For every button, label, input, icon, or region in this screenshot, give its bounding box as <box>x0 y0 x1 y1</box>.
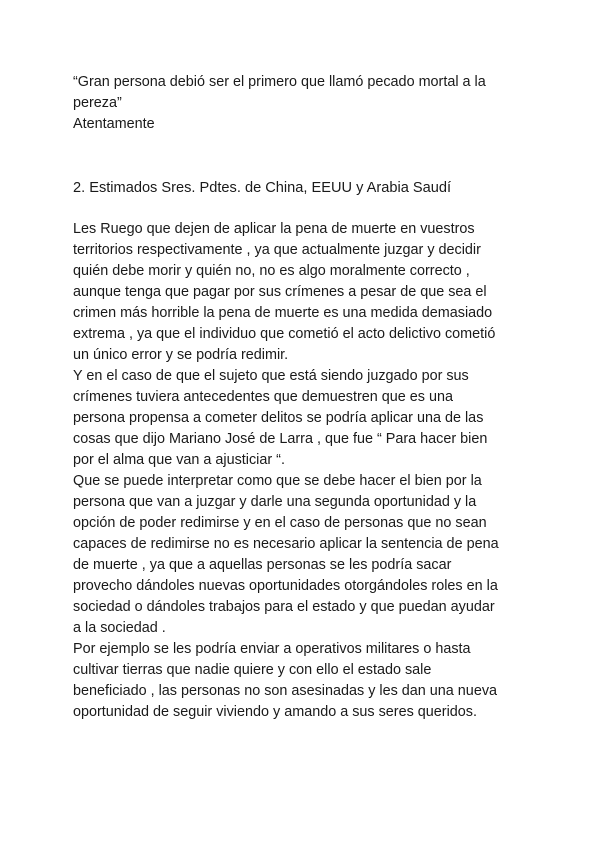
body-line: sociedad o dándoles trabajos para el estado y que puedan ayudar <box>73 599 495 615</box>
section-heading: 2. Estimados Sres. Pdtes. de China, EEUU y Arabia Saudí <box>73 180 452 196</box>
quote-line: pereza” <box>73 95 122 111</box>
body-line: beneficiado , las personas no son asesinadas y les dan una nueva <box>73 683 498 699</box>
body-line: quién debe morir y quién no, no es algo moralmente correcto , <box>73 263 470 279</box>
body-line: cultivar tierras que nadie quiere y con ello el estado sale <box>73 662 432 678</box>
body-line: provecho dándoles nuevas oportunidades otorgándoles roles en la <box>73 578 498 594</box>
quote-line: “Gran persona debió ser el primero que llamó pecado mortal a la <box>73 74 486 90</box>
body-line: a la sociedad . <box>73 620 166 636</box>
body-line: Por ejemplo se les podría enviar a operativos militares o hasta <box>73 641 471 657</box>
body-line: persona que van a juzgar y darle una segunda oportunidad y la <box>73 494 477 510</box>
body-line: Que se puede interpretar como que se debe hacer el bien por la <box>73 473 482 489</box>
body-line: opción de poder redimirse y en el caso de personas que no sean <box>73 515 487 531</box>
body-line: oportunidad de seguir viviendo y amando a sus seres queridos. <box>73 704 477 720</box>
body-line: crimen más horrible la pena de muerte es una medida demasiado <box>73 305 493 321</box>
body-line: extrema , ya que el individuo que cometió el acto delictivo cometió <box>73 326 496 342</box>
body-line: de muerte , ya que a aquellas personas se les podría sacar <box>73 557 452 573</box>
body-line: crímenes tuviera antecedentes que demuestren que es una <box>73 389 453 405</box>
body-line: Y en el caso de que el sujeto que está siendo juzgado por sus <box>73 368 469 384</box>
body-line: territorios respectivamente , ya que actualmente juzgar y decidir <box>73 242 481 258</box>
body-line: un único error y se podría redimir. <box>73 347 289 363</box>
closing-signoff: Atentamente <box>73 116 155 132</box>
body-line: Les Ruego que dejen de aplicar la pena de muerte en vuestros <box>73 221 475 237</box>
body-line: persona propensa a cometer delitos se podría aplicar una de las <box>73 410 484 426</box>
body-line: cosas que dijo Mariano José de Larra , que fue “ Para hacer bien <box>73 431 488 447</box>
body-line: aunque tenga que pagar por sus crímenes a pesar de que sea el <box>73 284 487 300</box>
body-line: por el alma que van a ajusticiar “. <box>73 452 285 468</box>
body-line: capaces de redimirse no es necesario aplicar la sentencia de pena <box>73 536 499 552</box>
